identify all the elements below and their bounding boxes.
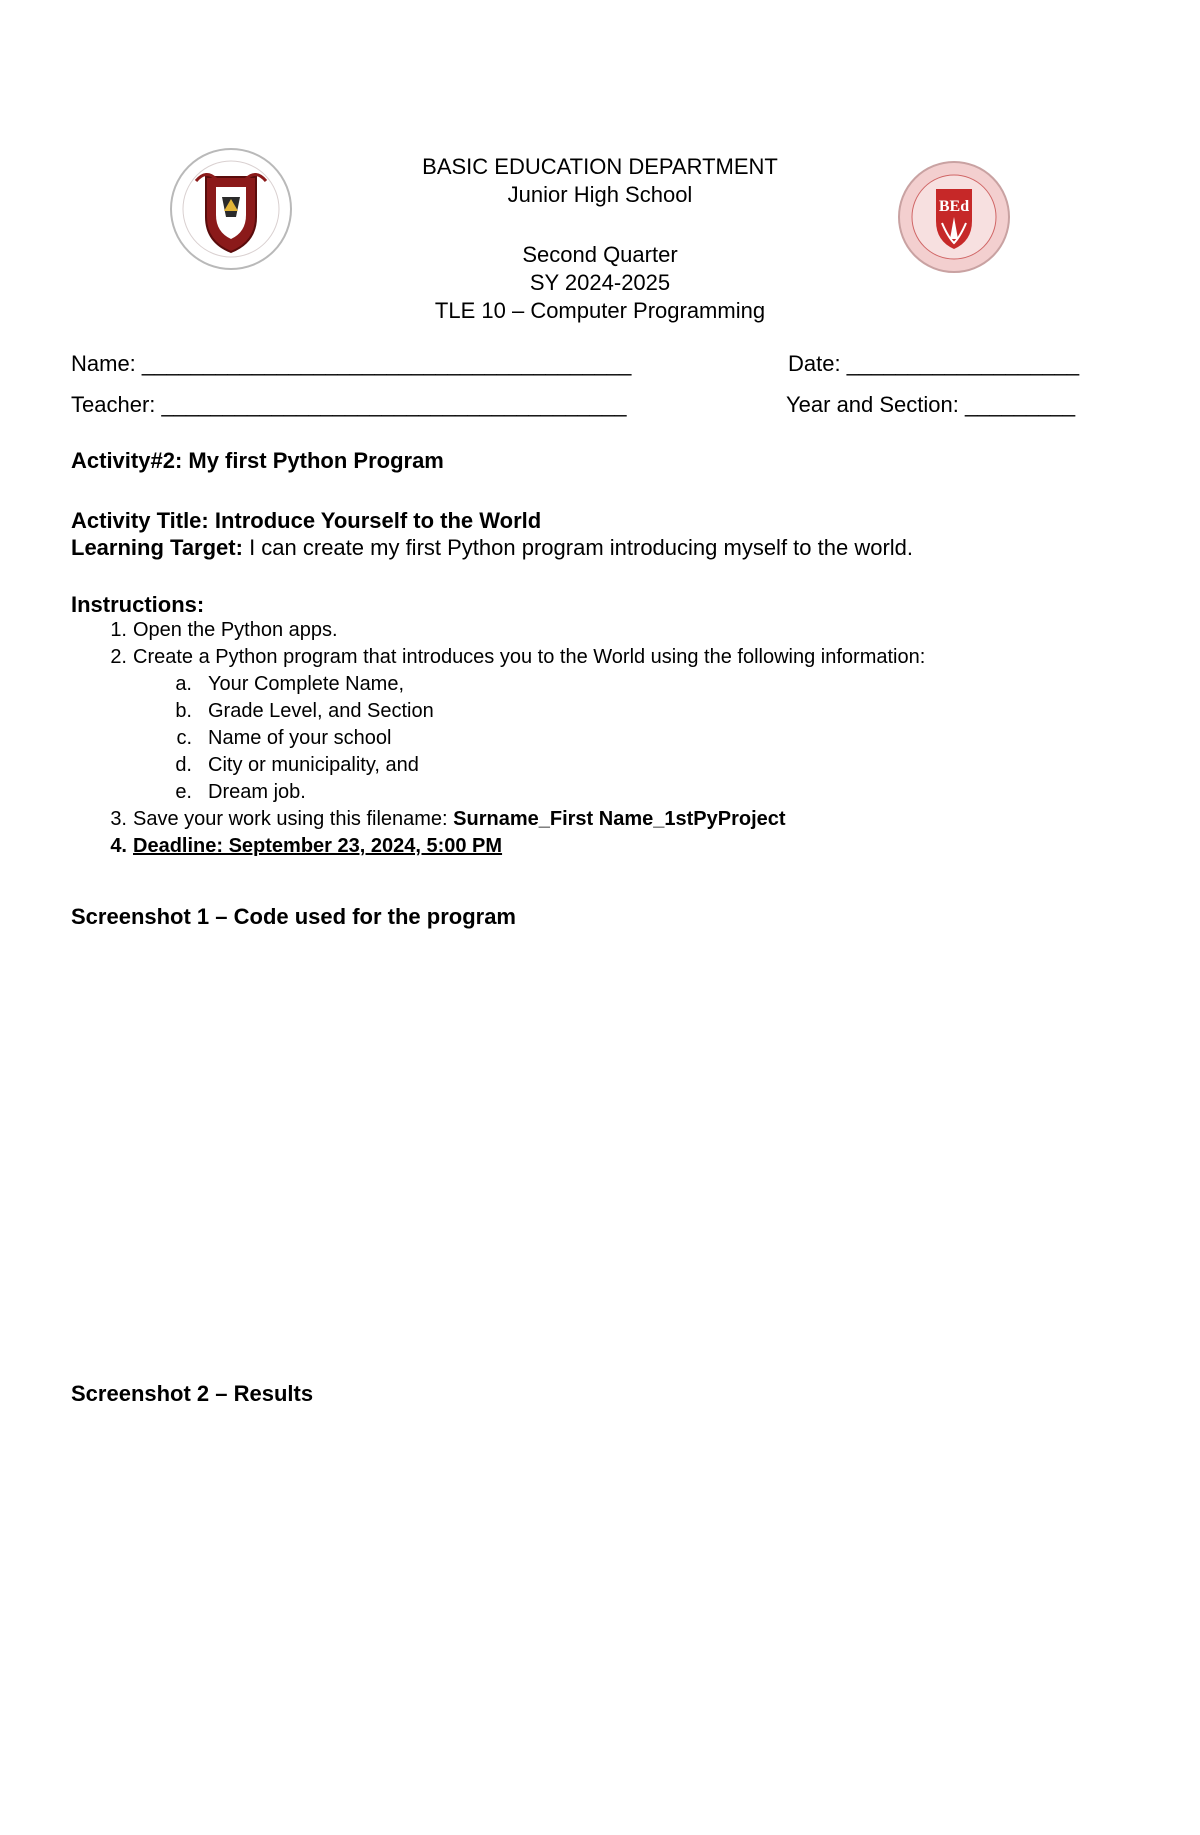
- instruction-step-3: [99, 806, 786, 832]
- instruction-step-1: [99, 617, 338, 643]
- basic-education-seal-icon: [896, 159, 1012, 275]
- instruction-sub-item-d: [168, 752, 419, 778]
- instruction-step-4: [99, 833, 502, 859]
- date-field[interactable]: Date: ___________________: [788, 351, 1080, 376]
- sub-item-letter: e.: [175, 781, 192, 803]
- learning-target-label: Learning Target:: [71, 535, 243, 560]
- step-text: Create a Python program that introduces you to the World using the following information:: [133, 646, 926, 668]
- subject: TLE 10 – Computer Programming: [434, 298, 766, 323]
- step-number: 4.: [110, 835, 127, 857]
- screenshot-2-heading: Screenshot 2 – Results: [71, 1381, 314, 1406]
- sub-item-text: City or municipality, and: [208, 754, 419, 776]
- teacher-field[interactable]: Teacher: ______________________________________: [71, 392, 627, 417]
- step-number: 1.: [110, 619, 127, 641]
- svg-text:BEd: BEd: [938, 198, 970, 215]
- department-title: BASIC EDUCATION DEPARTMENT: [422, 154, 778, 179]
- screenshot-1-heading: Screenshot 1 – Code used for the program: [71, 904, 516, 929]
- learning-target-text: I can create my first Python program introducing myself to the world.: [242, 535, 914, 560]
- sub-item-text: Dream job.: [208, 781, 306, 803]
- sub-item-letter: c.: [176, 727, 192, 749]
- document-header: [360, 153, 840, 325]
- school-year: SY 2024-2025: [529, 270, 671, 295]
- instructions-heading: Instructions:: [71, 592, 205, 617]
- instruction-sub-item-e: [168, 779, 306, 805]
- sub-item-text: Grade Level, and Section: [208, 700, 434, 722]
- sub-item-letter: b.: [175, 700, 192, 722]
- university-seal-icon: [166, 147, 296, 271]
- step-text: Save your work using this filename:: [133, 808, 454, 830]
- instruction-sub-item-c: [168, 725, 391, 751]
- activity-title: Activity Title: Introduce Yourself to the World: [71, 508, 542, 533]
- sub-item-text: Your Complete Name,: [208, 673, 405, 695]
- sub-item-text: Name of your school: [208, 727, 392, 749]
- activity-heading: Activity#2: My first Python Program: [71, 448, 444, 473]
- name-field[interactable]: Name: ________________________________________: [71, 351, 632, 376]
- step-text: Open the Python apps.: [133, 619, 338, 641]
- instruction-sub-item-b: [168, 698, 434, 724]
- instruction-step-2: [99, 644, 925, 670]
- step-number: 2.: [110, 646, 127, 668]
- step-number: 3.: [110, 808, 127, 830]
- deadline-text: Deadline: September 23, 2024, 5:00 PM: [133, 835, 503, 857]
- year-section-field[interactable]: Year and Section: _________: [786, 392, 1076, 417]
- instruction-sub-item-a: [168, 671, 404, 697]
- sub-item-letter: d.: [175, 754, 192, 776]
- learning-target: [71, 534, 913, 562]
- quarter: Second Quarter: [522, 242, 678, 267]
- filename-text: Surname_First Name_1stPyProject: [453, 808, 786, 830]
- school-level: Junior High School: [507, 182, 693, 207]
- sub-item-letter: a.: [175, 673, 192, 695]
